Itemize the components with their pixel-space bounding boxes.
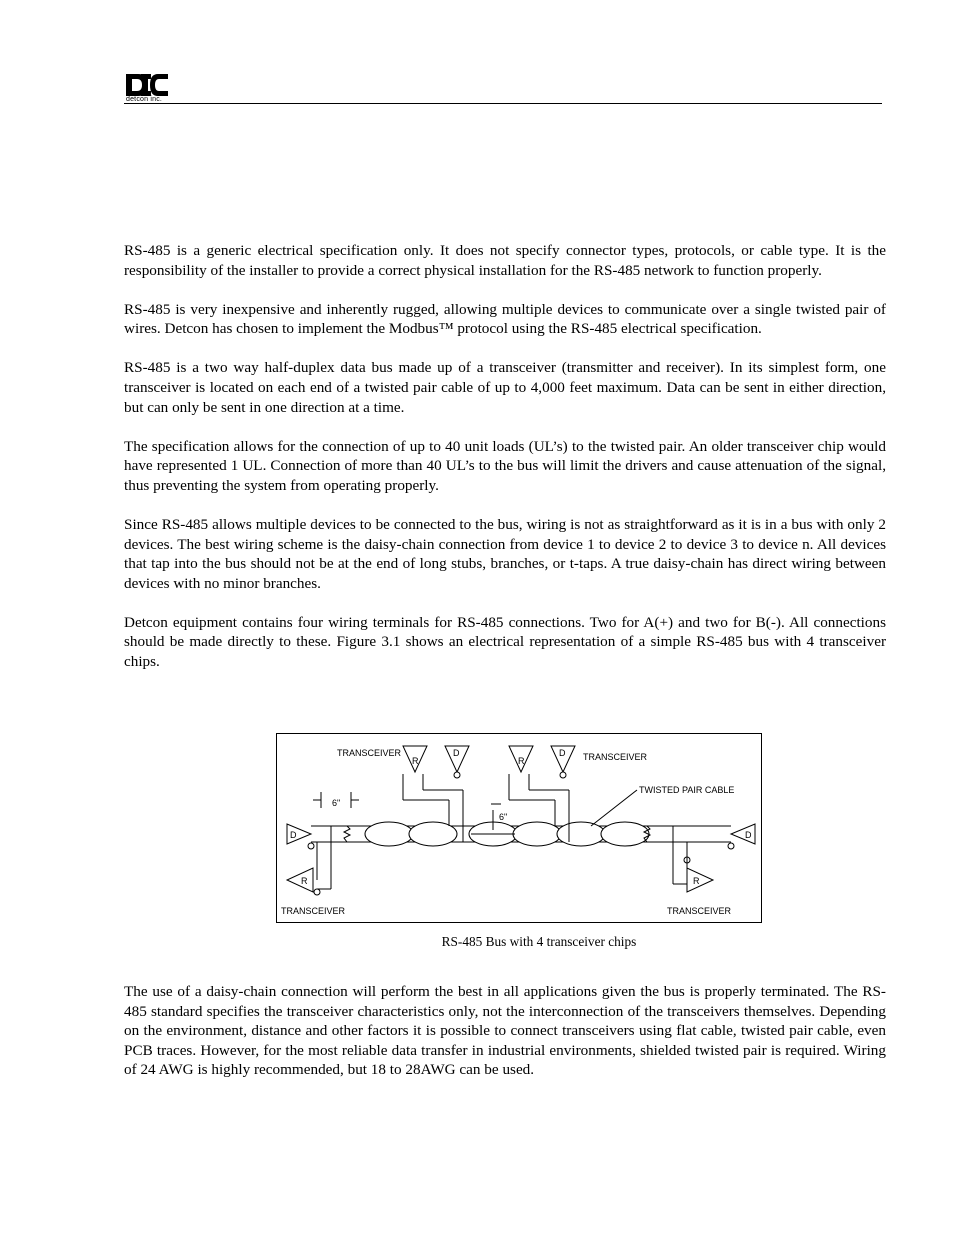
label-r: R bbox=[518, 756, 525, 766]
label-dim-mid: 6" bbox=[499, 812, 508, 822]
figure-caption: RS-485 Bus with 4 transceiver chips bbox=[441, 934, 637, 949]
label-transceiver-top-right: TRANSCEIVER bbox=[583, 752, 648, 762]
label-r: R bbox=[301, 876, 308, 886]
label-d: D bbox=[453, 748, 460, 758]
rs485-bus-figure bbox=[276, 733, 762, 923]
label-d: D bbox=[559, 748, 566, 758]
paragraph: RS-485 is a two way half-duplex data bus made up of a transceiver (transmitter and receiver). In its simplest form, one transceiver is located on each end of a twisted pair cable of up to 4,000 feet maximum. Data can be sent in either direction, but can only be sent in one direction at a time. bbox=[124, 359, 886, 416]
label-r: R bbox=[693, 876, 700, 886]
label-transceiver-top-left: TRANSCEIVER bbox=[337, 748, 402, 758]
paragraph: Since RS-485 allows multiple devices to be connected to the bus, wiring is not as straightforward as it is in a bus with only 2 devices. The best wiring scheme is the daisy-chain connection from device 1 to device 2 to device 3 to device n. All devices that tap into the bus should not be at the end of long stubs, branches, or t-taps. A true daisy-chain has direct wiring between devices with no minor branches. bbox=[124, 515, 886, 592]
logo-text: detcon inc. bbox=[126, 96, 163, 103]
paragraph: RS-485 is very inexpensive and inherently rugged, allowing multiple devices to communicate over a single twisted pair of wires. Detcon has chosen to implement the Modbus™ protocol using the RS-485 electrical specification. bbox=[124, 300, 886, 338]
label-transceiver-bottom-left: TRANSCEIVER bbox=[281, 906, 346, 916]
header-rule bbox=[124, 103, 882, 104]
label-dim-left: 6" bbox=[332, 798, 341, 808]
label-d: D bbox=[745, 830, 752, 840]
label-twisted-pair-cable: TWISTED PAIR CABLE bbox=[639, 785, 735, 795]
label-transceiver-bottom-right: TRANSCEIVER bbox=[667, 906, 732, 916]
paragraph: Detcon equipment contains four wiring terminals for RS-485 connections. Two for A(+) and two for B(-). All connections should be made directly to these. Figure 3.1 shows an electrical representation of a simple RS-485 bus with 4 transceiver chips. bbox=[124, 613, 886, 670]
paragraph: The use of a daisy-chain connection will perform the best in all applications given the bus is properly terminated. The RS-485 standard specifies the transceiver characteristics only, not the interconnection of the transceivers themselves. Depending on the environment, distance and other factors it is possible to connect transceivers using flat cable, twisted pair cable, even PCB traces. However, for the most reliable data transfer in industrial environments, shielded twisted pair is required. Wiring of 24 AWG is highly recommended, but 18 to 28AWG can be used. bbox=[124, 983, 886, 1079]
body-text bbox=[124, 241, 886, 691]
rs485-bus-diagram bbox=[277, 734, 763, 924]
paragraph: RS-485 is a generic electrical specification only. It does not specify connector types, protocols, or cable type. It is the responsibility of the installer to provide a correct physical installation for the RS-485 network to function properly. bbox=[124, 242, 886, 279]
paragraph: The specification allows for the connection of up to 40 unit loads (UL’s) to the twisted pair. An older transceiver chip would have represented 1 UL. Connection of more than 40 UL’s to the bus will limit the drivers and cause attenuation of the signal, thus preventing the system from operating properly. bbox=[124, 437, 886, 494]
label-r: R bbox=[412, 756, 419, 766]
body-text-after-figure bbox=[124, 982, 886, 1099]
label-d: D bbox=[290, 830, 297, 840]
